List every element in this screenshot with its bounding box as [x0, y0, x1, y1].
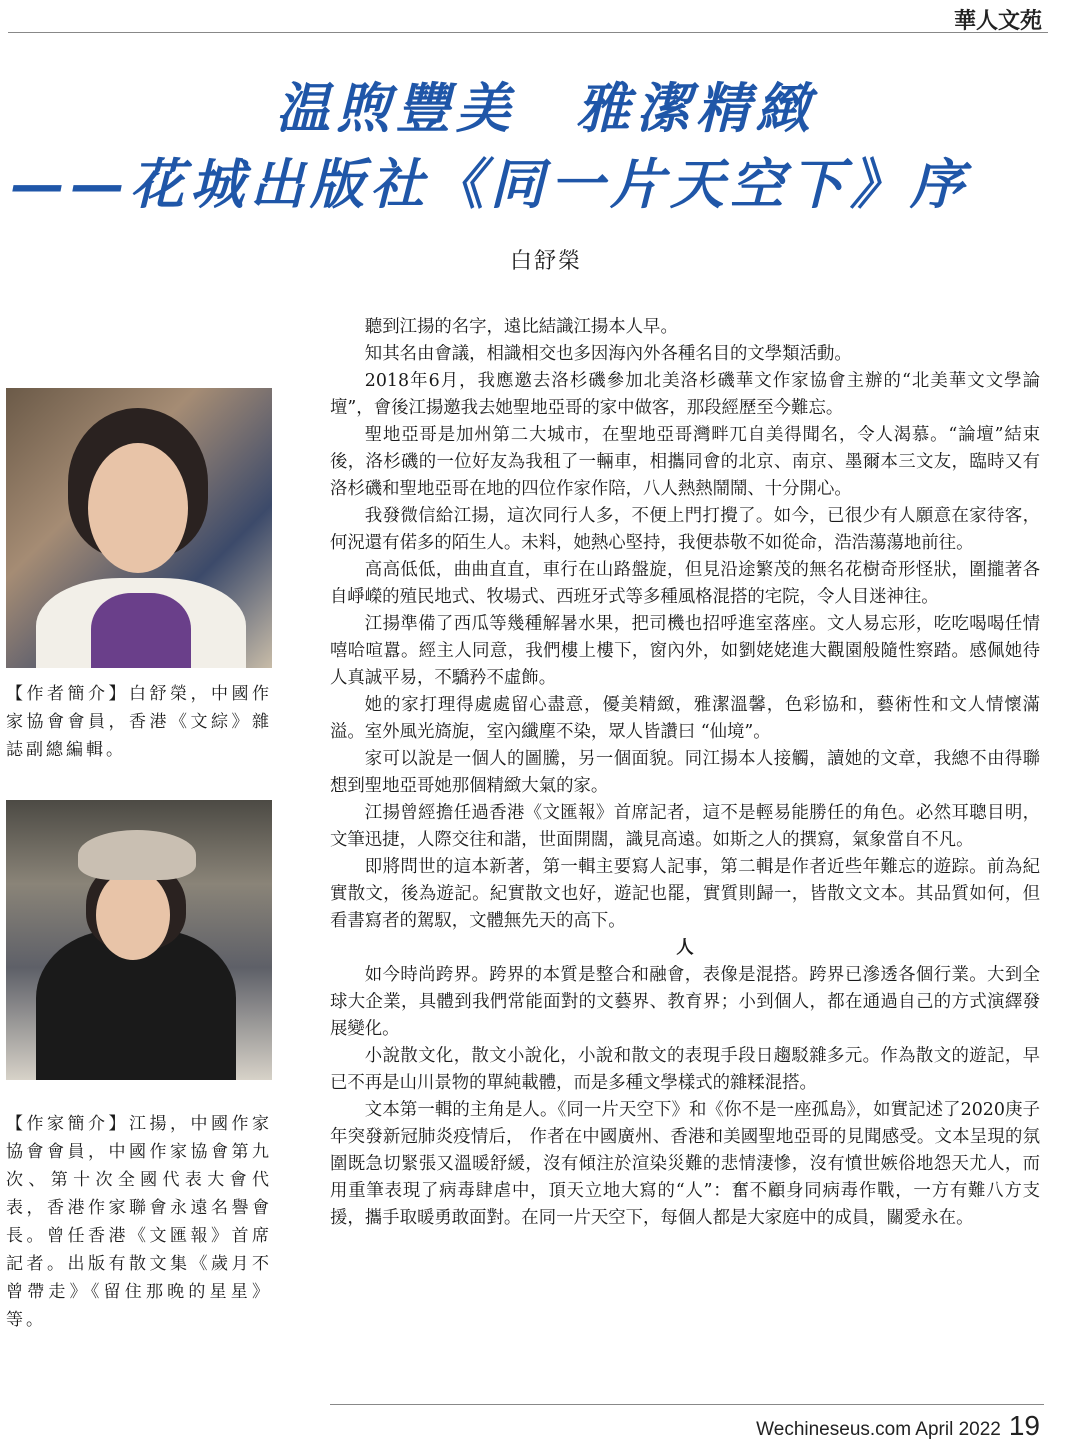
- article-paragraph: 她的家打理得處處留心盡意，優美精緻，雅潔溫馨，色彩協和，藝術性和文人情懷滿溢。室外風光旖旎，室內纖塵不染，眾人皆讚曰 “仙境”。: [330, 695, 1040, 742]
- article-paragraph: 如今時尚跨界。跨界的本質是整合和融會，表像是混搭。跨界已滲透各個行業。大到全球大企業，具體到我們常能面對的文藝界、教育界；小到個人，都在通過自己的方式演繹發展變化。: [330, 965, 1040, 1039]
- article-paragraph: 高高低低，曲曲直直，車行在山路盤旋，但見沿途繁茂的無名花樹奇形怪狀，圍攏著各自崢嶸的殖民地式、牧場式、西班牙式等多種風格混搭的宅院，令人目迷神往。: [330, 560, 1040, 607]
- photo-cap: [78, 830, 196, 880]
- article-paragraph: 文本第一輯的主角是人。《同一片天空下》和《你不是一座孤島》，如實記述了2020庚子年突發新冠肺炎疫情后， 作者在中國廣州、香港和美國聖地亞哥的見聞感受。文本呈現的氛圍既急切緊張又溫暖舒緩，沒有傾注於渲染災難的悲情淒慘，沒有憤世嫉俗地怨天尤人，而用重筆表現了病毒肆虐中，頂天立地大寫的“人”：奮不顧身同病毒作戰，一方有難八方支援，攜手取暖勇敢面對。在同一片天空下，每個人都是大家庭中的成員，關愛永在。: [330, 1100, 1040, 1228]
- photo-face: [88, 443, 188, 573]
- article-paragraph: 小說散文化，散文小說化，小說和散文的表現手段日趨駁雜多元。作為散文的遊記，早已不再是山川景物的單純載體，而是多種文學樣式的雜糅混搭。: [330, 1046, 1040, 1093]
- photo-face: [96, 870, 170, 960]
- article-paragraph: 我發微信給江揚，這次同行人多，不便上門打攪了。如今，已很少有人願意在家待客，何況還有偌多的陌生人。未料，她熱心堅持，我便恭敬不如從命，浩浩蕩蕩地前往。: [330, 506, 1040, 553]
- photo-shirt: [91, 593, 191, 668]
- article-paragraph: 江揚準備了西瓜等幾種解暑水果，把司機也招呼進室落座。文人易忘形，吃吃喝喝任情嘻哈喧囂。經主人同意，我們樓上樓下，窗內外，如劉姥姥進大觀園般隨性察踏。感佩她待人真誠平易，不驕矜不虛飾。: [330, 614, 1040, 688]
- section-name: 華人文苑: [953, 8, 1042, 34]
- footer-site-date: Wechineseus.com April 2022: [756, 1419, 1001, 1440]
- footer-rule: [330, 1404, 1044, 1405]
- title-line-2: ——花城出版社《同一片天空下》序: [10, 152, 970, 216]
- header-rule: [8, 32, 1048, 33]
- author-bio-caption: 【作者簡介】白舒榮，中國作家協會會員，香港《文綜》雜誌副總編輯。: [6, 684, 272, 760]
- article-paragraph: 家可以說是一個人的圖騰，另一個面貌。同江揚本人接觸，讀她的文章，我總不由得聯想到聖地亞哥她那個精緻大氣的家。: [330, 749, 1040, 796]
- page-number: 19: [1008, 1410, 1040, 1441]
- footer: [756, 1410, 1040, 1442]
- article-paragraph: 2018年6月，我應邀去洛杉磯參加北美洛杉磯華文作家協會主辦的“北美華文文學論壇”，會後江揚邀我去她聖地亞哥的家中做客，那段經歷至今難忘。: [330, 371, 1040, 418]
- article-body: [330, 314, 1040, 1232]
- article-paragraph: 即將問世的這本新著，第一輯主要寫人記事，第二輯是作者近些年難忘的遊踪。前為紀實散文，後為遊記。紀實散文也好，遊記也罷，實質則歸一，皆散文文本。其品質如何，但看書寫者的駕馭，文體無先天的高下。: [330, 857, 1040, 931]
- title-line-1: 温煦豐美 雅潔精緻: [276, 76, 816, 140]
- article-paragraph: 知其名由會議，相識相交也多因海內外各種名目的文學類活動。: [364, 344, 852, 364]
- article-paragraph: 江揚曾經擔任過香港《文匯報》首席記者，這不是輕易能勝任的角色。必然耳聰目明，文筆迅捷，人際交往和諧，世面開闊，識見高遠。如斯之人的撰寫，氣象當自不凡。: [330, 803, 1040, 850]
- article-paragraph: 聖地亞哥是加州第二大城市，在聖地亞哥灣畔兀自美得聞名，令人渴慕。“論壇”結束後，洛杉磯的一位好友為我租了一輛車，相攜同會的北京、南京、墨爾本三文友，臨時又有洛杉磯和聖地亞哥在地的四位作家作陪，八人熱熱鬧鬧、十分開心。: [330, 425, 1040, 499]
- article-subheading: 人: [676, 938, 694, 958]
- author-byline: 白舒榮: [509, 249, 582, 274]
- writer-bio-caption: 【作家簡介】江揚，中國作家協會會員，中國作家協會第九次、第十次全國代表大會代表，香港作家聯會永遠名譽會長。曾任香港《文匯報》首席記者。出版有散文集《歲月不曾帶走》《留住那晚的星星》等。: [6, 1114, 272, 1330]
- author-photo: [6, 388, 272, 668]
- writer-photo: [6, 800, 272, 1080]
- article-paragraph: 聽到江揚的名字，遠比結識江揚本人早。: [364, 317, 678, 337]
